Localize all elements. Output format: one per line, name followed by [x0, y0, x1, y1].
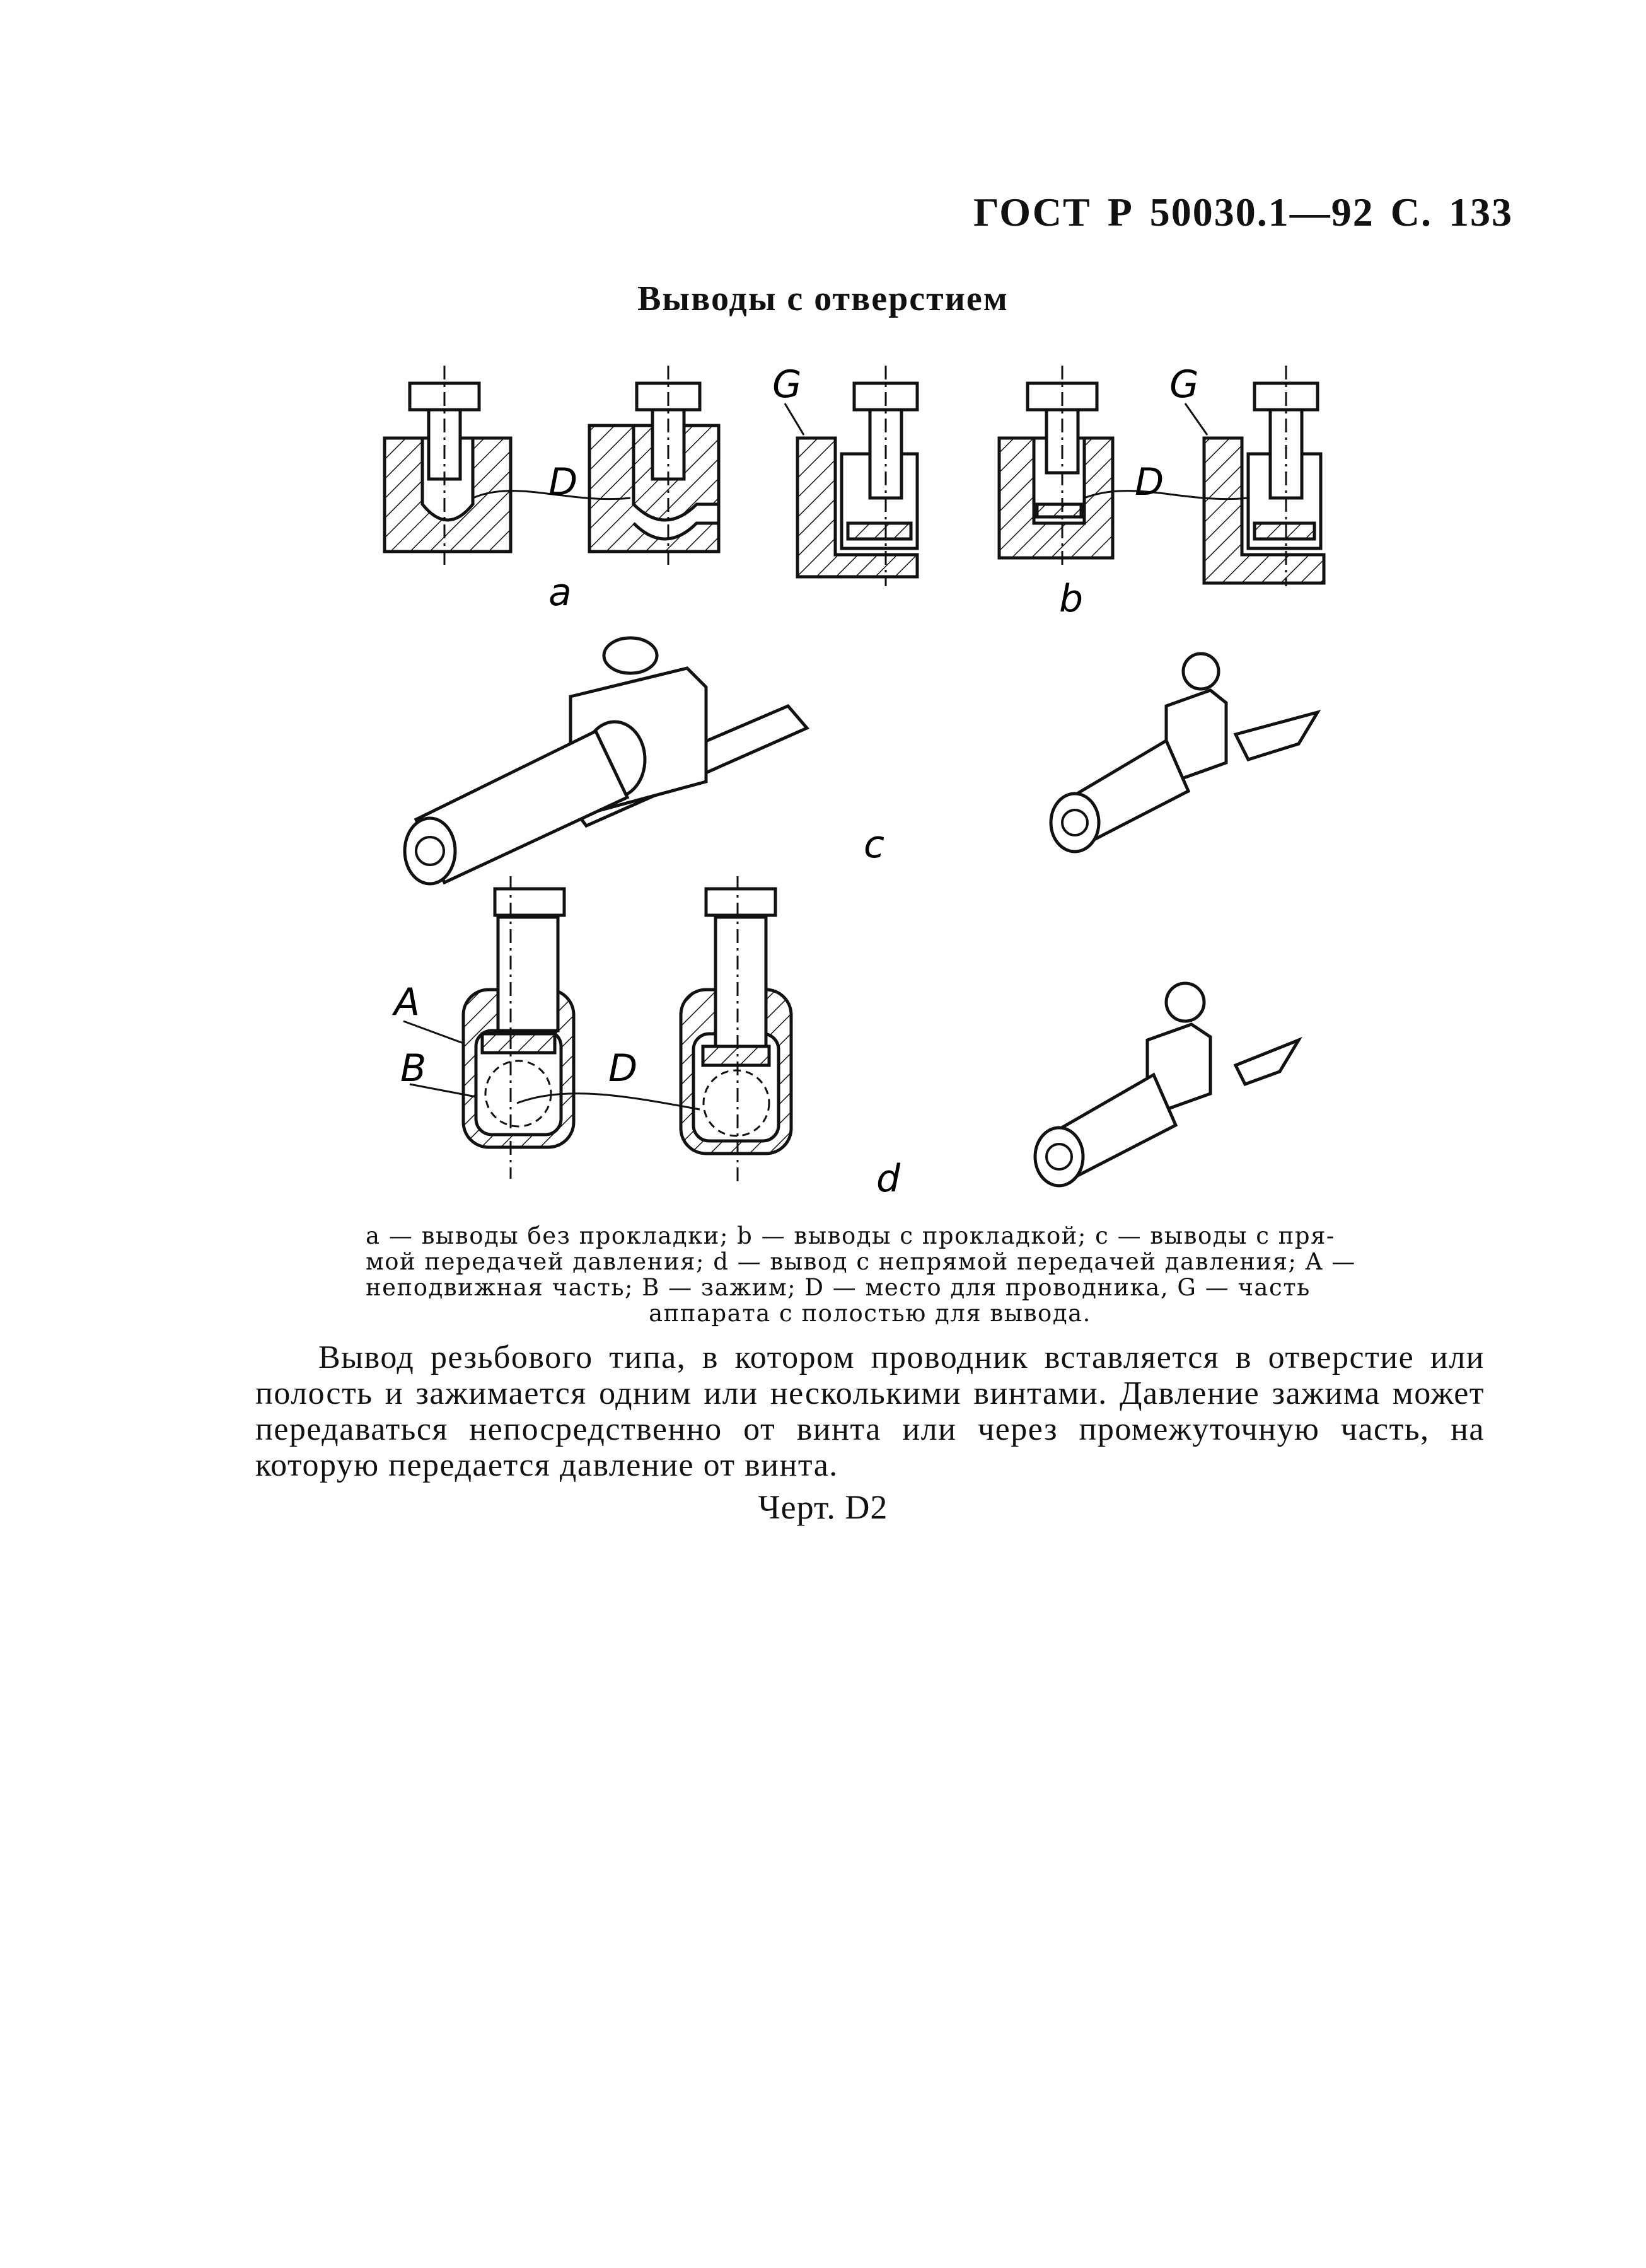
label-D-a: D: [548, 460, 578, 504]
body-paragraph: Вывод резьбового типа, в котором проводник вставляется в отверстие или полость и зажимается одним или несколькими винтами. Давление зажима может передаваться непосредственно от винта или через промежуточную часть, на которую передается давление от винта.: [255, 1339, 1485, 1483]
caption-line-1: a — выводы без прокладки; b — выводы с прокладкой; c — выводы с пря-: [366, 1222, 1335, 1249]
label-B: B: [400, 1046, 427, 1091]
label-b: b: [1059, 577, 1084, 621]
caption-line-4: аппарата с полостью для вывода.: [649, 1300, 1091, 1327]
standard-letter: Р: [1107, 190, 1133, 234]
page-number: 133: [1449, 190, 1513, 234]
terminal-d3: [1035, 983, 1299, 1186]
standard-label: ГОСТ: [973, 190, 1091, 234]
terminal-g1: [797, 366, 917, 586]
caption-line-2: мой передачей давления; d — вывод с непрямой передачей давления; A —: [366, 1248, 1356, 1275]
label-c: c: [864, 823, 884, 867]
label-D-d: D: [608, 1046, 638, 1091]
label-A: A: [394, 980, 420, 1024]
figure-caption: [366, 1223, 1374, 1326]
terminal-d2: [681, 876, 791, 1185]
terminal-g2: [1204, 366, 1324, 586]
label-a: a: [548, 570, 572, 615]
label-G2: G: [1169, 362, 1199, 407]
figure-reference: Черт. D2: [758, 1488, 888, 1526]
label-D-b: D: [1135, 460, 1164, 504]
section-title: Выводы с отверстием: [637, 279, 1009, 318]
terminal-a1: [385, 366, 511, 567]
page-prefix: С.: [1390, 190, 1432, 234]
label-G1: G: [772, 362, 802, 407]
caption-line-3: неподвижная часть; B — зажим; D — место для проводника, G — часть: [366, 1274, 1311, 1301]
label-d: d: [876, 1157, 901, 1201]
terminal-b1: [999, 366, 1113, 567]
terminal-d1: [463, 876, 574, 1179]
standard-number: 50030.1—92: [1149, 190, 1374, 234]
terminal-c1: [405, 638, 807, 884]
terminal-c2: [1051, 654, 1318, 852]
terminal-a2: [589, 366, 719, 567]
